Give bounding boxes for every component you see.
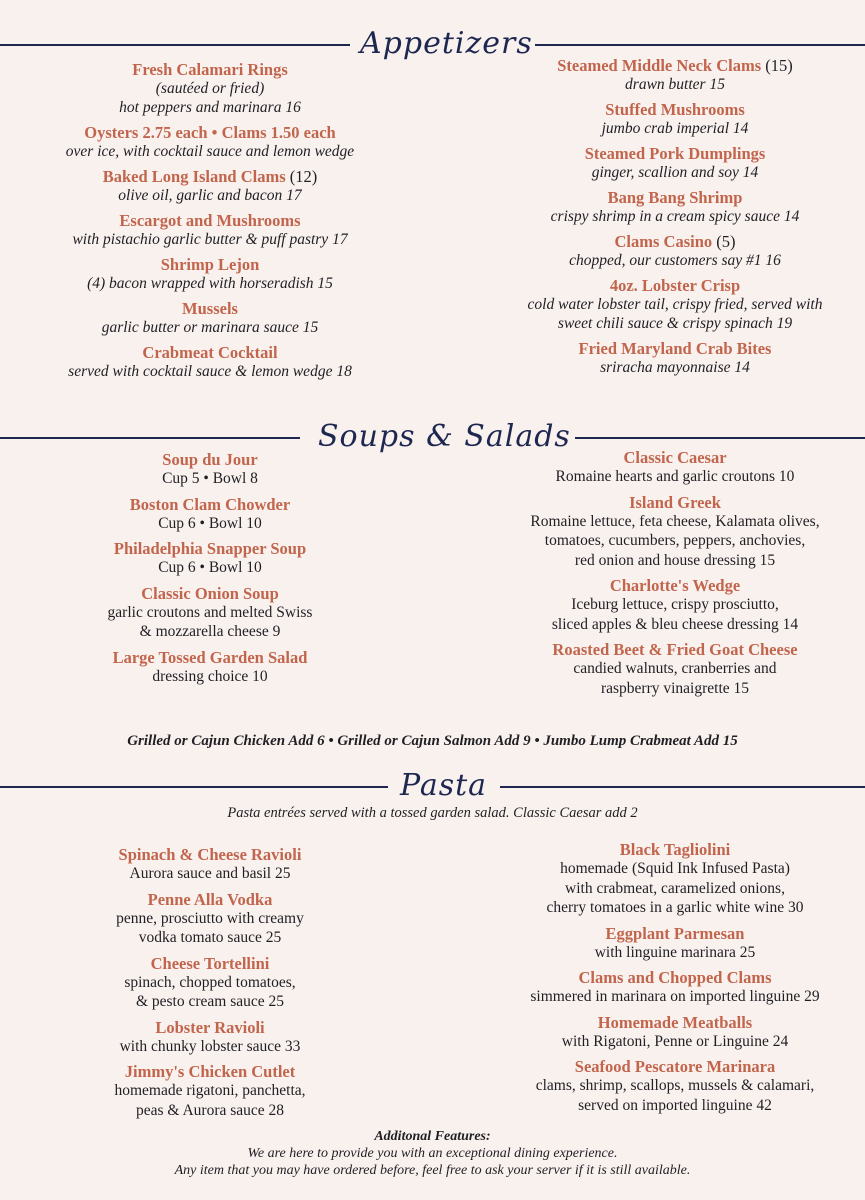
menu-item-description: (sautéed or fried) xyxy=(155,80,265,97)
menu-item-title: Large Tossed Garden Salad xyxy=(112,647,308,667)
pasta-title: Pasta xyxy=(400,768,488,803)
menu-item-description: with pistachio garlic butter & puff pastry 17 xyxy=(72,231,348,248)
menu-item-description: cold water lobster tail, crispy fried, served with xyxy=(527,296,823,313)
menu-item-name xyxy=(475,924,865,943)
menu-item-description: garlic croutons and melted Swiss xyxy=(107,603,313,621)
menu-item-title: Soup du Jour xyxy=(162,450,258,469)
menu-item-description: garlic butter or marinara sauce 15 xyxy=(101,319,319,336)
menu-item-title: Philadelphia Snapper Soup xyxy=(113,539,307,558)
menu-item-title: Stuffed Mushrooms xyxy=(605,100,745,119)
menu-item-description: with chunky lobster sauce 33 xyxy=(119,1037,301,1055)
salads-right-column xyxy=(475,448,865,704)
menu-item-title: Spinach & Cheese Ravioli xyxy=(118,845,302,864)
pasta-left-column xyxy=(10,845,410,1126)
menu-item-description: red onion and house dressing 15 xyxy=(574,551,776,569)
menu-item-description: penne, prosciutto with creamy xyxy=(116,909,304,927)
menu-item xyxy=(10,299,410,337)
menu-item-description: simmered in marinara on imported linguine 29 xyxy=(530,988,820,1005)
features-line: Any item that you may have ordered before, feel free to ask your server if it is still available. xyxy=(174,1163,691,1178)
menu-item xyxy=(475,576,865,634)
menu-item-description: Cup 5 • Bowl 8 xyxy=(162,470,258,487)
menu-item-description: drawn butter 15 xyxy=(625,76,725,93)
menu-item-name xyxy=(10,343,410,362)
menu-item-name xyxy=(475,968,865,987)
menu-item-title: Clams and Chopped Clams xyxy=(578,968,772,987)
menu-item-count: (15) xyxy=(761,56,793,75)
menu-item xyxy=(10,450,410,489)
menu-item-name xyxy=(475,1057,865,1076)
menu-item-description: ginger, scallion and soy 14 xyxy=(591,164,759,181)
divider-rule xyxy=(500,786,865,788)
menu-item xyxy=(10,1018,410,1057)
menu-item-description: peas & Aurora sauce 28 xyxy=(135,1101,285,1119)
menu-item xyxy=(475,100,865,138)
menu-item xyxy=(475,924,865,963)
menu-item-description: olive oil, garlic and bacon 17 xyxy=(118,187,302,204)
soups-salads-title: Soups & Salads xyxy=(318,419,571,454)
menu-item-description: & mozzarella cheese 9 xyxy=(139,623,281,640)
menu-item-description: crispy shrimp in a cream spicy sauce 14 xyxy=(550,208,800,225)
menu-item-description: & pesto cream sauce 25 xyxy=(135,993,285,1010)
menu-item-name xyxy=(10,450,410,469)
menu-item-description: vodka tomato sauce 25 xyxy=(138,929,282,946)
menu-item xyxy=(475,493,865,571)
menu-item xyxy=(10,890,410,948)
menu-item-name xyxy=(475,144,865,163)
menu-item-description: spinach, chopped tomatoes, xyxy=(124,973,296,991)
menu-item xyxy=(475,339,865,377)
menu-item-title: Oysters 2.75 each • Clams 1.50 each xyxy=(84,123,336,142)
menu-item-description: homemade (Squid Ink Infused Pasta) xyxy=(560,860,790,877)
menu-item-description: cherry tomatoes in a garlic white wine 30 xyxy=(546,899,804,916)
menu-item-title: Eggplant Parmesan xyxy=(605,923,745,943)
menu-item-description: homemade rigatoni, panchetta, xyxy=(114,1082,306,1099)
menu-item-name xyxy=(10,954,410,973)
menu-item-name xyxy=(10,1018,410,1037)
menu-item-title: Roasted Beet & Fried Goat Cheese xyxy=(552,640,798,659)
menu-item-title: Fried Maryland Crab Bites xyxy=(578,339,772,358)
menu-item xyxy=(10,584,410,642)
menu-item-title: Shrimp Lejon xyxy=(160,255,260,274)
menu-item xyxy=(475,840,865,918)
menu-item-description: served on imported linguine 42 xyxy=(578,1096,772,1114)
features-title: Additonal Features: xyxy=(374,1129,491,1144)
menu-item-title: Lobster Ravioli xyxy=(155,1017,265,1037)
menu-item-title: Cheese Tortellini xyxy=(150,953,270,973)
menu-item-description: over ice, with cocktail sauce and lemon wedge xyxy=(65,143,355,160)
menu-item-description: tomatoes, cucumbers, peppers, anchovies, xyxy=(544,532,806,549)
menu-item xyxy=(475,232,865,270)
menu-item-title: Steamed Pork Dumplings xyxy=(584,144,766,163)
menu-item xyxy=(475,188,865,226)
menu-item-title: Island Greek xyxy=(629,492,721,512)
menu-item xyxy=(10,539,410,578)
menu-item-title: Classic Caesar xyxy=(623,448,727,467)
menu-item-name xyxy=(10,648,410,667)
menu-item-description: hot peppers and marinara 16 xyxy=(119,99,301,116)
menu-item-description: clams, shrimp, scallops, mussels & calamari, xyxy=(535,1077,815,1094)
menu-item xyxy=(10,255,410,293)
divider-rule xyxy=(575,437,865,439)
menu-item xyxy=(10,1062,410,1120)
menu-item-name xyxy=(475,56,865,75)
menu-item-count: (5) xyxy=(712,232,736,251)
menu-item-name xyxy=(10,845,410,864)
appetizers-title: Appetizers xyxy=(360,26,533,61)
menu-item-description: Cup 6 • Bowl 10 xyxy=(158,559,262,576)
menu-item-description: with Rigatoni, Penne or Linguine 24 xyxy=(561,1032,789,1050)
menu-item-name xyxy=(475,640,865,659)
menu-item xyxy=(475,56,865,94)
menu-item xyxy=(475,640,865,698)
pasta-right-column xyxy=(475,840,865,1121)
menu-item xyxy=(10,954,410,1012)
menu-item-name xyxy=(475,100,865,119)
menu-item-title: Crabmeat Cocktail xyxy=(142,343,278,362)
menu-item-title: Fresh Calamari Rings xyxy=(132,60,288,79)
menu-item xyxy=(475,276,865,333)
menu-item-name xyxy=(10,123,410,142)
menu-item-title: Homemade Meatballs xyxy=(597,1012,753,1032)
menu-item-description: Romaine lettuce, feta cheese, Kalamata olives, xyxy=(530,512,820,530)
menu-item-description: raspberry vinaigrette 15 xyxy=(600,679,750,697)
menu-item xyxy=(10,648,410,687)
menu-item-title: Clams Casino xyxy=(614,232,713,251)
appetizers-right-column xyxy=(475,56,865,383)
menu-item-name xyxy=(10,539,410,558)
menu-item-title: Bang Bang Shrimp xyxy=(607,188,743,207)
menu-item xyxy=(10,495,410,534)
menu-item-title: Baked Long Island Clams xyxy=(102,167,286,186)
menu-item-title: Black Tagliolini xyxy=(619,840,731,859)
menu-item-title: Mussels xyxy=(182,299,238,318)
menu-item-title: Classic Onion Soup xyxy=(141,583,279,603)
menu-item-description: Iceburg lettuce, crispy prosciutto, xyxy=(571,596,779,613)
menu-item-description: jumbo crab imperial 14 xyxy=(601,120,749,137)
menu-item-description: Aurora sauce and basil 25 xyxy=(129,865,291,882)
menu-item-description: sliced apples & bleu cheese dressing 14 xyxy=(551,615,799,633)
menu-item-count: (12) xyxy=(285,167,318,186)
menu-item-description: sweet chili sauce & crispy spinach 19 xyxy=(557,315,793,332)
menu-item-description: sriracha mayonnaise 14 xyxy=(600,359,750,376)
menu-item-title: Boston Clam Chowder xyxy=(129,494,291,514)
soups-left-column xyxy=(10,450,410,692)
menu-item-name xyxy=(10,211,410,230)
menu-item xyxy=(10,167,410,205)
menu-item-name xyxy=(475,339,865,358)
divider-rule xyxy=(0,44,350,46)
menu-item-description: Romaine hearts and garlic croutons 10 xyxy=(555,468,795,485)
menu-item xyxy=(10,60,410,117)
menu-item-name xyxy=(10,167,410,186)
menu-item-name xyxy=(475,576,865,595)
additional-features xyxy=(0,1128,865,1179)
menu-item-description: (4) bacon wrapped with horseradish 15 xyxy=(87,275,333,292)
menu-item-description: candied walnuts, cranberries and xyxy=(573,660,777,677)
menu-item xyxy=(475,144,865,182)
menu-item-name xyxy=(475,448,865,467)
menu-item-name xyxy=(10,584,410,603)
menu-item-name xyxy=(475,232,865,251)
menu-item-name xyxy=(10,299,410,318)
menu-item-title: Charlotte's Wedge xyxy=(609,576,741,595)
menu-item-name xyxy=(475,493,865,512)
menu-item-title: Steamed Middle Neck Clams xyxy=(557,56,762,75)
menu-item-description: with crabmeat, caramelized onions, xyxy=(565,879,785,897)
protein-addons: Grilled or Cajun Chicken Add 6 • Grilled or Cajun Salmon Add 9 • Jumbo Lump Crabmeat Add 15 xyxy=(127,733,738,749)
menu-item-description: Cup 6 • Bowl 10 xyxy=(158,514,262,532)
menu-item-name xyxy=(10,495,410,514)
menu-item-title: Penne Alla Vodka xyxy=(147,889,273,909)
menu-item xyxy=(475,1057,865,1115)
menu-item xyxy=(475,1013,865,1052)
menu-item-description: chopped, our customers say #1 16 xyxy=(569,252,781,269)
menu-item-name xyxy=(10,890,410,909)
menu-item-title: Seafood Pescatore Marinara xyxy=(574,1057,776,1076)
menu-item-description: served with cocktail sauce & lemon wedge 18 xyxy=(68,363,352,380)
menu-item-title: Escargot and Mushrooms xyxy=(119,211,301,230)
menu-item xyxy=(10,211,410,249)
menu-item-name xyxy=(475,188,865,207)
menu-item xyxy=(475,448,865,487)
menu-item-name xyxy=(10,255,410,274)
appetizers-left-column xyxy=(10,60,410,387)
divider-rule xyxy=(0,437,300,439)
pasta-note: Pasta entrées served with a tossed garden salad. Classic Caesar add 2 xyxy=(227,805,638,821)
pasta-header xyxy=(0,766,865,806)
menu-item-title: 4oz. Lobster Crisp xyxy=(609,276,741,295)
menu-item-name xyxy=(475,276,865,295)
menu-item xyxy=(475,968,865,1007)
menu-item-name xyxy=(475,1013,865,1032)
menu-item xyxy=(10,343,410,381)
menu-item xyxy=(10,845,410,884)
divider-rule xyxy=(535,44,865,46)
menu-item-name xyxy=(475,840,865,859)
menu-item-name xyxy=(10,1062,410,1081)
menu-item-title: Jimmy's Chicken Cutlet xyxy=(124,1062,296,1081)
menu-item xyxy=(10,123,410,161)
features-line: We are here to provide you with an exceptional dining experience. xyxy=(247,1146,618,1161)
menu-item-description: with linguine marinara 25 xyxy=(594,943,756,961)
menu-item-description: dressing choice 10 xyxy=(152,667,268,685)
menu-item-name xyxy=(10,60,410,79)
divider-rule xyxy=(0,786,388,788)
